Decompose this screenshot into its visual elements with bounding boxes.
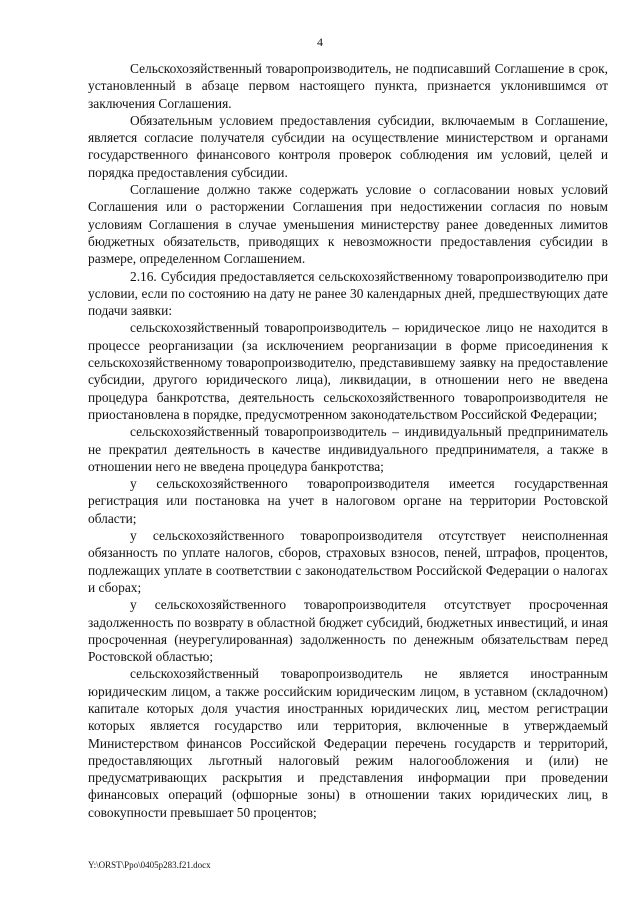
paragraph-legal-entity: сельскохозяйственный товаропроизводитель – юридическое лицо не находится в процессе реорганизации (за исключением реорганизации в форме присоединения к сельскохозяйственному товаропроизводителю, представившему заявку на предоставление субсидии, другого юридического лица), ликвидации, в отношении него не введена процедура банкротства, деятельность сельскохозяйственного товаропроизводителя не приостановлена в порядке, предусмотренном законодательством Российской Федерации; [88, 320, 608, 422]
document-body [88, 60, 608, 821]
paragraph-refusal: Сельскохозяйственный товаропроизводитель, не подписавший Соглашение в срок, установленный в абзаце первом настоящего пункта, признается уклонившимся от заключения Соглашения. [88, 61, 608, 111]
page-number: 4 [317, 35, 323, 49]
paragraph-individual-entrepreneur: сельскохозяйственный товаропроизводитель – индивидуальный предприниматель не прекратил деятельность в качестве индивидуального предпринимателя, а также в отношении него не введена процедура банкротства; [88, 424, 608, 474]
paragraph-tax-obligations: у сельскохозяйственного товаропроизводителя отсутствует неисполненная обязанность по уплате налогов, сборов, страховых взносов, пеней, штрафов, процентов, подлежащих уплате в соответствии с законодательством Российской Федерации о налогах и сборах; [88, 528, 608, 595]
paragraph-registration: у сельскохозяйственного товаропроизводителя имеется государственная регистрация или постановка на учет в налоговом органе на территории Ростовской области; [88, 476, 608, 526]
paragraph-agreement-terms: Соглашение должно также содержать условие о согласовании новых условий Соглашения или о расторжении Соглашения при недостижении согласия по новым условиям Соглашения в случае уменьшения министерству ранее доведенных лимитов бюджетных обязательств, приводящих к невозможности предоставления субсидии в размере, определенном Соглашением. [88, 182, 608, 267]
paragraph-overdue-debt: у сельскохозяйственного товаропроизводителя отсутствует просроченная задолженность по возврату в областной бюджет субсидий, бюджетных инвестиций, и иная просроченная (неурегулированная) задолженность по денежным обязательствам перед Ростовской областью; [88, 597, 608, 665]
paragraph-mandatory-condition: Обязательным условием предоставления субсидии, включаемым в Соглашение, является согласие получателя субсидии на осуществление министерством и органами государственного финансового контроля проверок соблюдения им условий, целей и порядка предоставления субсидии. [88, 112, 608, 180]
paragraph-foreign-entity: сельскохозяйственный товаропроизводитель не является иностранным юридическим лицом, а также российским юридическим лицом, в уставном (складочном) капитале которых доля участия иностранных юридических лиц, местом регистрации которых является государство или территория, включенные в утверждаемый Министерством финансов Российской Федерации перечень государств и территорий, предоставляющих льготный налоговый режим налогообложения и (или) не предусматривающих раскрытия и представления информации при проведении финансовых операций (офшорные зоны) в отношении таких юридических лиц, в совокупности превышает 50 процентов; [88, 666, 608, 820]
paragraph-2-16: 2.16. Субсидия предоставляется сельскохозяйственному товаропроизводителю при условии, если по состоянию на дату не ранее 30 календарных дней, предшествующих дате подачи заявки: [88, 268, 608, 319]
footer-file-path: Y:\ORST\Ppo\0405p283.f21.docx [88, 860, 211, 870]
